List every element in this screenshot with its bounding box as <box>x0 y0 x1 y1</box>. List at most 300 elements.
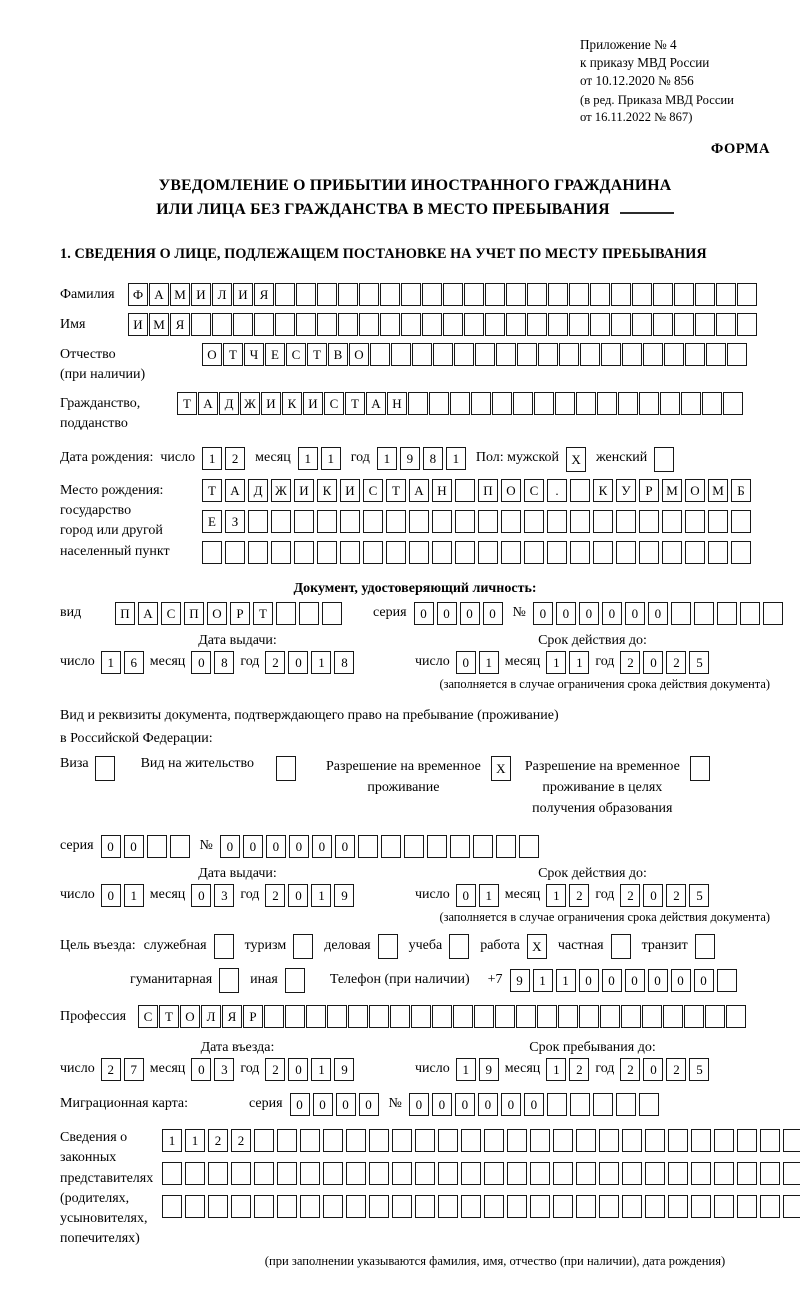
char-box[interactable]: К <box>282 392 302 415</box>
char-box[interactable]: 9 <box>334 1058 354 1081</box>
char-box[interactable] <box>685 343 705 366</box>
char-box[interactable]: 0 <box>579 969 599 992</box>
representatives-input-row-1[interactable] <box>162 1129 800 1152</box>
char-box[interactable]: О <box>207 602 227 625</box>
char-box[interactable] <box>705 1005 725 1028</box>
char-box[interactable] <box>254 313 274 336</box>
char-box[interactable]: 1 <box>124 884 144 907</box>
char-box[interactable] <box>432 510 452 533</box>
char-box[interactable] <box>496 835 516 858</box>
char-box[interactable] <box>527 283 547 306</box>
char-box[interactable] <box>506 283 526 306</box>
char-box[interactable] <box>706 343 726 366</box>
char-box[interactable]: М <box>662 479 682 502</box>
char-box[interactable]: И <box>340 479 360 502</box>
char-box[interactable]: Д <box>248 479 268 502</box>
char-box[interactable]: О <box>685 479 705 502</box>
char-box[interactable]: 0 <box>501 1093 521 1116</box>
char-box[interactable] <box>346 1129 366 1152</box>
char-box[interactable] <box>507 1162 527 1185</box>
char-box[interactable]: 0 <box>602 969 622 992</box>
char-box[interactable] <box>717 602 737 625</box>
char-box[interactable] <box>485 283 505 306</box>
char-box[interactable] <box>611 283 631 306</box>
char-box[interactable] <box>737 1129 757 1152</box>
char-box[interactable]: О <box>501 479 521 502</box>
profession-input[interactable] <box>138 1005 746 1028</box>
char-box[interactable] <box>409 541 429 564</box>
char-box[interactable] <box>645 1195 665 1218</box>
char-box[interactable]: 9 <box>334 884 354 907</box>
char-box[interactable] <box>714 1129 734 1152</box>
char-box[interactable]: З <box>225 510 245 533</box>
char-box[interactable]: 0 <box>335 835 355 858</box>
char-box[interactable] <box>740 602 760 625</box>
entry-day-input[interactable] <box>101 1058 144 1081</box>
char-box[interactable] <box>461 1195 481 1218</box>
char-box[interactable]: 1 <box>479 884 499 907</box>
char-box[interactable] <box>473 835 493 858</box>
checkbox-temp-residence-education[interactable] <box>690 756 710 781</box>
char-box[interactable]: 0 <box>101 884 121 907</box>
char-box[interactable]: 0 <box>220 835 240 858</box>
char-box[interactable] <box>392 1162 412 1185</box>
char-box[interactable]: Ф <box>128 283 148 306</box>
char-box[interactable] <box>443 313 463 336</box>
char-box[interactable] <box>254 1195 274 1218</box>
char-box[interactable] <box>415 1162 435 1185</box>
char-box[interactable] <box>380 313 400 336</box>
char-box[interactable] <box>340 541 360 564</box>
char-box[interactable] <box>622 1129 642 1152</box>
char-box[interactable]: С <box>161 602 181 625</box>
char-box[interactable]: 0 <box>101 835 121 858</box>
char-box[interactable] <box>484 1195 504 1218</box>
birth-month-input[interactable] <box>298 447 341 470</box>
char-box[interactable] <box>660 392 680 415</box>
char-box[interactable] <box>455 541 475 564</box>
char-box[interactable] <box>369 1195 389 1218</box>
char-box[interactable] <box>737 1195 757 1218</box>
char-box[interactable] <box>537 1005 557 1028</box>
char-box[interactable] <box>370 343 390 366</box>
char-box[interactable] <box>642 1005 662 1028</box>
char-box[interactable]: 5 <box>689 1058 709 1081</box>
char-box[interactable] <box>616 541 636 564</box>
char-box[interactable] <box>386 541 406 564</box>
char-box[interactable] <box>632 313 652 336</box>
char-box[interactable]: 1 <box>162 1129 182 1152</box>
char-box[interactable] <box>530 1129 550 1152</box>
char-box[interactable]: А <box>138 602 158 625</box>
char-box[interactable]: 0 <box>336 1093 356 1116</box>
char-box[interactable]: В <box>328 343 348 366</box>
char-box[interactable]: 2 <box>208 1129 228 1152</box>
char-box[interactable] <box>95 756 115 781</box>
char-box[interactable] <box>737 313 757 336</box>
char-box[interactable] <box>695 934 715 959</box>
char-box[interactable] <box>593 1093 613 1116</box>
char-box[interactable]: 0 <box>579 602 599 625</box>
checkbox-female[interactable] <box>654 447 674 472</box>
char-box[interactable] <box>391 343 411 366</box>
char-box[interactable]: 1 <box>456 1058 476 1081</box>
char-box[interactable] <box>695 283 715 306</box>
checkbox-visa[interactable] <box>95 756 115 781</box>
char-box[interactable]: 3 <box>214 884 234 907</box>
char-box[interactable]: 0 <box>359 1093 379 1116</box>
char-box[interactable]: 1 <box>311 651 331 674</box>
char-box[interactable] <box>300 1162 320 1185</box>
char-box[interactable]: 0 <box>556 602 576 625</box>
char-box[interactable] <box>576 1195 596 1218</box>
char-box[interactable] <box>553 1162 573 1185</box>
char-box[interactable] <box>455 479 475 502</box>
char-box[interactable]: 1 <box>479 651 499 674</box>
char-box[interactable]: 1 <box>311 1058 331 1081</box>
char-box[interactable] <box>254 1129 274 1152</box>
char-box[interactable] <box>553 1195 573 1218</box>
char-box[interactable] <box>162 1162 182 1185</box>
char-box[interactable]: 0 <box>437 602 457 625</box>
char-box[interactable] <box>783 1162 800 1185</box>
char-box[interactable] <box>323 1195 343 1218</box>
char-box[interactable] <box>495 1005 515 1028</box>
char-box[interactable]: 5 <box>689 884 709 907</box>
char-box[interactable]: С <box>363 479 383 502</box>
char-box[interactable] <box>691 1162 711 1185</box>
char-box[interactable] <box>461 1162 481 1185</box>
char-box[interactable] <box>513 392 533 415</box>
char-box[interactable] <box>691 1129 711 1152</box>
char-box[interactable]: 0 <box>478 1093 498 1116</box>
birth-day-input[interactable] <box>202 447 245 470</box>
char-box[interactable] <box>254 1162 274 1185</box>
char-box[interactable]: 1 <box>556 969 576 992</box>
char-box[interactable] <box>723 392 743 415</box>
char-box[interactable]: М <box>149 313 169 336</box>
birthplace-input-row-2[interactable] <box>202 510 751 533</box>
char-box[interactable] <box>737 1162 757 1185</box>
char-box[interactable]: 0 <box>643 884 663 907</box>
char-box[interactable]: 1 <box>298 447 318 470</box>
char-box[interactable]: 2 <box>666 651 686 674</box>
char-box[interactable]: 7 <box>124 1058 144 1081</box>
char-box[interactable]: 0 <box>533 602 553 625</box>
phone-input[interactable] <box>510 969 737 992</box>
checkbox-private[interactable] <box>611 934 631 959</box>
migration-number-input[interactable] <box>409 1093 659 1116</box>
char-box[interactable]: Ж <box>271 479 291 502</box>
char-box[interactable] <box>622 343 642 366</box>
char-box[interactable] <box>558 1005 578 1028</box>
doc-valid-day-input[interactable] <box>456 651 499 674</box>
char-box[interactable] <box>208 1162 228 1185</box>
char-box[interactable] <box>708 541 728 564</box>
char-box[interactable] <box>277 1162 297 1185</box>
char-box[interactable] <box>664 343 684 366</box>
char-box[interactable] <box>621 1005 641 1028</box>
residence-series-input[interactable] <box>101 835 190 858</box>
char-box[interactable]: 9 <box>400 447 420 470</box>
char-box[interactable]: 1 <box>533 969 553 992</box>
char-box[interactable] <box>662 541 682 564</box>
char-box[interactable] <box>271 510 291 533</box>
char-box[interactable]: 1 <box>185 1129 205 1152</box>
char-box[interactable] <box>690 756 710 781</box>
char-box[interactable] <box>485 313 505 336</box>
char-box[interactable]: 0 <box>602 602 622 625</box>
char-box[interactable] <box>622 1162 642 1185</box>
char-box[interactable] <box>590 313 610 336</box>
char-box[interactable]: 1 <box>569 651 589 674</box>
char-box[interactable] <box>547 1093 567 1116</box>
char-box[interactable]: 0 <box>414 602 434 625</box>
char-box[interactable]: К <box>317 479 337 502</box>
surname-input[interactable] <box>128 283 757 306</box>
char-box[interactable] <box>474 1005 494 1028</box>
char-box[interactable] <box>162 1195 182 1218</box>
char-box[interactable] <box>478 541 498 564</box>
char-box[interactable]: 2 <box>620 1058 640 1081</box>
char-box[interactable]: А <box>149 283 169 306</box>
char-box[interactable]: 1 <box>101 651 121 674</box>
char-box[interactable] <box>392 1195 412 1218</box>
char-box[interactable] <box>369 1162 389 1185</box>
char-box[interactable]: 3 <box>214 1058 234 1081</box>
char-box[interactable]: 0 <box>432 1093 452 1116</box>
residence-valid-day-input[interactable] <box>456 884 499 907</box>
char-box[interactable] <box>322 602 342 625</box>
char-box[interactable]: 0 <box>456 651 476 674</box>
char-box[interactable]: X <box>527 934 547 959</box>
char-box[interactable] <box>415 1129 435 1152</box>
char-box[interactable] <box>454 343 474 366</box>
char-box[interactable]: Т <box>202 479 222 502</box>
char-box[interactable]: 0 <box>625 602 645 625</box>
char-box[interactable] <box>731 510 751 533</box>
char-box[interactable] <box>611 934 631 959</box>
char-box[interactable] <box>760 1195 780 1218</box>
char-box[interactable] <box>285 968 305 993</box>
char-box[interactable]: О <box>202 343 222 366</box>
checkbox-study[interactable] <box>449 934 469 959</box>
char-box[interactable]: 0 <box>643 651 663 674</box>
char-box[interactable]: С <box>324 392 344 415</box>
char-box[interactable] <box>593 510 613 533</box>
char-box[interactable]: П <box>184 602 204 625</box>
char-box[interactable] <box>275 283 295 306</box>
char-box[interactable] <box>294 541 314 564</box>
char-box[interactable] <box>422 313 442 336</box>
char-box[interactable]: 0 <box>456 884 476 907</box>
char-box[interactable] <box>611 313 631 336</box>
char-box[interactable]: 0 <box>694 969 714 992</box>
char-box[interactable]: И <box>294 479 314 502</box>
name-input[interactable] <box>128 313 757 336</box>
checkbox-male[interactable] <box>566 447 586 472</box>
char-box[interactable] <box>401 283 421 306</box>
char-box[interactable] <box>378 934 398 959</box>
char-box[interactable] <box>576 392 596 415</box>
char-box[interactable] <box>264 1005 284 1028</box>
char-box[interactable] <box>593 541 613 564</box>
char-box[interactable] <box>464 313 484 336</box>
doc-series-input[interactable] <box>414 602 503 625</box>
residence-valid-month-input[interactable] <box>546 884 589 907</box>
char-box[interactable] <box>516 1005 536 1028</box>
char-box[interactable]: А <box>409 479 429 502</box>
char-box[interactable] <box>569 283 589 306</box>
char-box[interactable] <box>317 541 337 564</box>
char-box[interactable] <box>517 343 537 366</box>
migration-series-input[interactable] <box>290 1093 379 1116</box>
char-box[interactable]: 1 <box>446 447 466 470</box>
char-box[interactable] <box>668 1195 688 1218</box>
char-box[interactable] <box>429 392 449 415</box>
char-box[interactable]: О <box>180 1005 200 1028</box>
char-box[interactable]: 8 <box>214 651 234 674</box>
char-box[interactable] <box>369 1129 389 1152</box>
char-box[interactable]: Т <box>159 1005 179 1028</box>
checkbox-tourism[interactable] <box>293 934 313 959</box>
char-box[interactable] <box>306 1005 326 1028</box>
char-box[interactable] <box>404 835 424 858</box>
char-box[interactable]: 0 <box>313 1093 333 1116</box>
char-box[interactable]: Т <box>177 392 197 415</box>
char-box[interactable]: Н <box>432 479 452 502</box>
char-box[interactable] <box>702 392 722 415</box>
char-box[interactable] <box>599 1162 619 1185</box>
char-box[interactable] <box>731 541 751 564</box>
char-box[interactable]: 0 <box>243 835 263 858</box>
char-box[interactable] <box>685 541 705 564</box>
char-box[interactable] <box>408 392 428 415</box>
char-box[interactable] <box>639 1093 659 1116</box>
char-box[interactable]: А <box>366 392 386 415</box>
char-box[interactable] <box>285 1005 305 1028</box>
char-box[interactable] <box>645 1162 665 1185</box>
char-box[interactable] <box>524 541 544 564</box>
doc-issue-day-input[interactable] <box>101 651 144 674</box>
char-box[interactable] <box>208 1195 228 1218</box>
char-box[interactable] <box>450 835 470 858</box>
char-box[interactable]: Е <box>265 343 285 366</box>
char-box[interactable] <box>317 313 337 336</box>
checkbox-residence-permit[interactable] <box>276 756 296 781</box>
char-box[interactable] <box>296 313 316 336</box>
char-box[interactable]: Н <box>387 392 407 415</box>
char-box[interactable]: 2 <box>569 1058 589 1081</box>
char-box[interactable] <box>570 1093 590 1116</box>
char-box[interactable]: А <box>225 479 245 502</box>
checkbox-transit[interactable] <box>695 934 715 959</box>
char-box[interactable]: Т <box>345 392 365 415</box>
char-box[interactable] <box>534 392 554 415</box>
char-box[interactable] <box>716 283 736 306</box>
char-box[interactable] <box>323 1129 343 1152</box>
char-box[interactable] <box>346 1195 366 1218</box>
char-box[interactable] <box>783 1195 800 1218</box>
char-box[interactable] <box>618 392 638 415</box>
char-box[interactable] <box>716 313 736 336</box>
char-box[interactable] <box>390 1005 410 1028</box>
checkbox-official[interactable] <box>214 934 234 959</box>
char-box[interactable] <box>432 541 452 564</box>
char-box[interactable]: 0 <box>643 1058 663 1081</box>
char-box[interactable]: 0 <box>191 1058 211 1081</box>
char-box[interactable]: 2 <box>225 447 245 470</box>
char-box[interactable]: 0 <box>455 1093 475 1116</box>
char-box[interactable] <box>317 283 337 306</box>
char-box[interactable]: 0 <box>288 1058 308 1081</box>
char-box[interactable] <box>601 343 621 366</box>
char-box[interactable] <box>248 510 268 533</box>
doc-valid-month-input[interactable] <box>546 651 589 674</box>
char-box[interactable]: Р <box>230 602 250 625</box>
char-box[interactable]: X <box>566 447 586 472</box>
char-box[interactable]: К <box>593 479 613 502</box>
char-box[interactable]: 1 <box>377 447 397 470</box>
checkbox-humanitarian[interactable] <box>219 968 239 993</box>
char-box[interactable] <box>763 602 783 625</box>
char-box[interactable] <box>547 510 567 533</box>
entry-year-input[interactable] <box>265 1058 354 1081</box>
char-box[interactable] <box>590 283 610 306</box>
char-box[interactable] <box>654 447 674 472</box>
char-box[interactable] <box>639 510 659 533</box>
char-box[interactable]: Л <box>201 1005 221 1028</box>
char-box[interactable]: 8 <box>334 651 354 674</box>
char-box[interactable]: М <box>708 479 728 502</box>
char-box[interactable]: Р <box>639 479 659 502</box>
char-box[interactable]: С <box>138 1005 158 1028</box>
checkbox-temp-residence[interactable] <box>491 756 511 781</box>
char-box[interactable] <box>714 1195 734 1218</box>
char-box[interactable] <box>576 1162 596 1185</box>
char-box[interactable]: П <box>478 479 498 502</box>
char-box[interactable]: Т <box>223 343 243 366</box>
char-box[interactable] <box>363 541 383 564</box>
char-box[interactable] <box>478 510 498 533</box>
char-box[interactable]: 2 <box>265 1058 285 1081</box>
char-box[interactable] <box>438 1129 458 1152</box>
char-box[interactable] <box>737 283 757 306</box>
char-box[interactable]: Е <box>202 510 222 533</box>
char-box[interactable]: 0 <box>191 884 211 907</box>
char-box[interactable]: 0 <box>409 1093 429 1116</box>
char-box[interactable] <box>674 283 694 306</box>
char-box[interactable] <box>599 1129 619 1152</box>
doc-type-input[interactable] <box>115 602 342 625</box>
char-box[interactable] <box>475 343 495 366</box>
char-box[interactable]: И <box>233 283 253 306</box>
char-box[interactable] <box>212 313 232 336</box>
char-box[interactable] <box>685 510 705 533</box>
char-box[interactable] <box>570 510 590 533</box>
char-box[interactable] <box>147 835 167 858</box>
char-box[interactable] <box>225 541 245 564</box>
char-box[interactable] <box>358 835 378 858</box>
char-box[interactable] <box>671 602 691 625</box>
char-box[interactable]: 2 <box>666 884 686 907</box>
char-box[interactable] <box>338 313 358 336</box>
char-box[interactable] <box>185 1162 205 1185</box>
char-box[interactable] <box>276 756 296 781</box>
char-box[interactable] <box>681 392 701 415</box>
char-box[interactable] <box>191 313 211 336</box>
char-box[interactable] <box>275 313 295 336</box>
